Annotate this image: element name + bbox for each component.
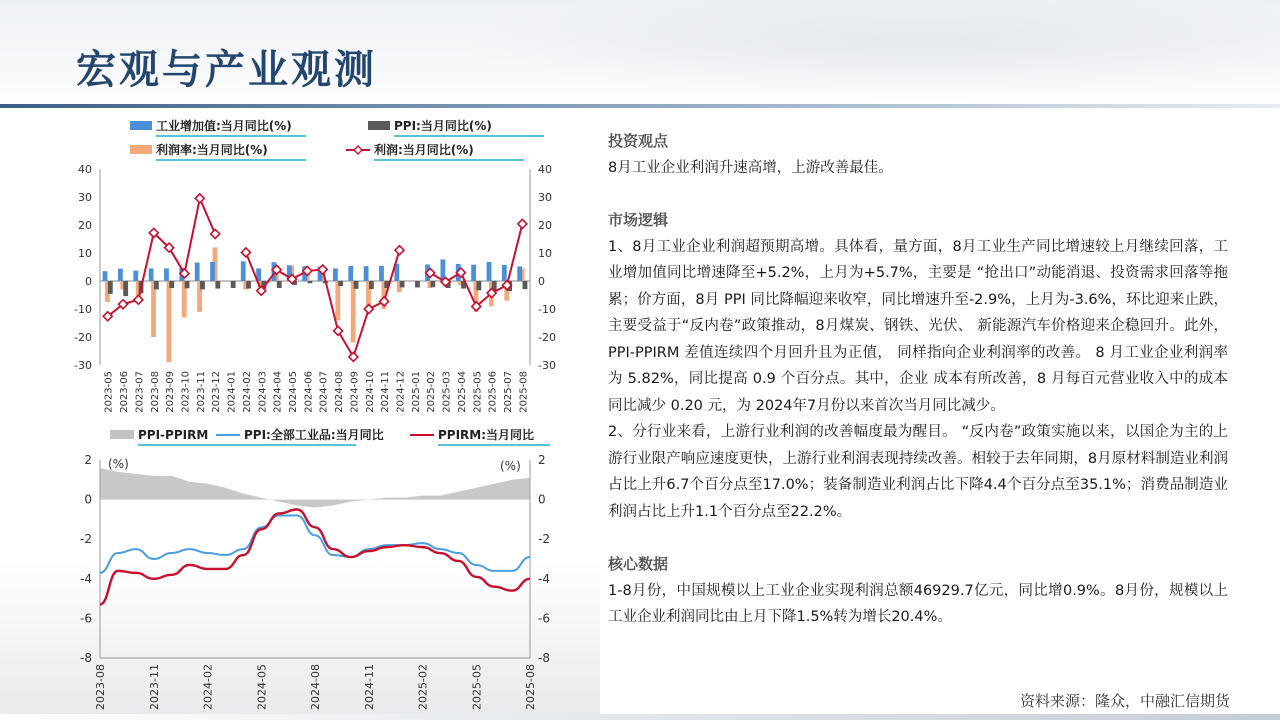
section-gap: [608, 181, 1228, 207]
chart2-x-tick-label: 2025-02: [416, 664, 430, 710]
profit-marker: [518, 219, 527, 228]
chart2-right-tick-label: -6: [538, 611, 550, 626]
legend-label: PPI:全部工业品:当月同比: [244, 428, 384, 442]
ppi-bar: [154, 281, 159, 289]
section-heading: 投资观点: [608, 132, 669, 150]
profit-marker: [349, 352, 358, 361]
iva-bar: [364, 266, 369, 281]
legend-label: PPIRM:当月同比: [438, 428, 535, 442]
iva-bar: [517, 266, 522, 281]
ppi-bar: [200, 281, 205, 289]
chart2-x-tick-label: 2023-11: [147, 664, 161, 710]
chart1-category-label: 2024-07: [318, 371, 330, 413]
margin-bar: [351, 281, 356, 343]
chart2-left-tick-label: -8: [80, 651, 92, 665]
legend-swatch: [130, 121, 152, 130]
chart1-category-label: 2025-05: [472, 371, 484, 413]
chart1-left-tick-label: -20: [74, 331, 92, 344]
chart1-right-tick-label: -30: [538, 359, 556, 372]
chart1-category-label: 2024-09: [349, 371, 361, 413]
ppi-bar: [338, 281, 343, 286]
chart2-left-tick-label: -6: [80, 611, 92, 626]
ppi-bar: [415, 281, 420, 287]
chart1-category-label: 2023-07: [134, 371, 146, 413]
chart1-category-label: 2025-04: [456, 371, 468, 413]
chart1-category-label: 2024-06: [303, 371, 315, 413]
section-gap: [608, 525, 1228, 551]
iva-bar: [149, 268, 154, 281]
chart1-category-label: 2024-01: [226, 371, 238, 413]
chart2-x-tick-label: 2024-02: [201, 664, 215, 710]
chart1-category-label: 2023-12: [211, 371, 223, 413]
chart1-right-tick-label: 30: [538, 191, 552, 204]
chart1-category-label: 2023-08: [149, 371, 161, 413]
chart1-left-tick-label: -10: [74, 303, 92, 316]
iva-bar: [333, 268, 338, 281]
ppi-bar: [231, 281, 236, 288]
profit-marker: [211, 229, 220, 238]
legend-label: PPI-PPIRM: [138, 428, 209, 442]
legend-label: PPI:当月同比(%): [394, 119, 492, 133]
section-paragraph: 1、8月工业企业利润超预期高增。具体看，量方面，8月工业生产同比增速较上月继续回落，工业增加值同比增速降至+5.2%，上月为+5.7%，主要是 “抢出口”动能消退、投资需求回落等拖累；价方面，8月 PPI 同比降幅迎来收窄，同比增速升至-2.9%，上月为-3.6%，环比迎来止跌，主要受益于“反内卷”政策推动，8月煤炭、钢铁、光伏、 新能源汽车价格迎来企稳回升。此外，PPI-PPIRM 差值连续四个月回升且为正值， 同样指向企业利润率的改善。 8 月工业企业利润率为 5.82%，同比提高 0.9 个百分点。其中，企业 成本有所改善，8 月每百元营业收入中的成本同比减少 0.20 元，为 2024年7月份以来首次当月同比减少。: [608, 238, 1228, 414]
chart2-x-tick-label: 2024-11: [362, 664, 376, 710]
chart1-category-label: 2025-08: [518, 371, 530, 413]
ppi-bar: [476, 281, 481, 290]
iva-bar: [348, 266, 353, 281]
chart2-left-tick-label: -4: [80, 571, 92, 586]
chart2-x-tick-label: 2023-08: [94, 664, 107, 710]
chart1-category-label: 2024-03: [257, 371, 269, 413]
chart1-category-label: 2025-03: [441, 371, 453, 413]
ppi-bar: [308, 281, 313, 283]
chart2-left-tick-label: 0: [84, 492, 92, 507]
legend-label: 利润率:当月同比(%): [156, 143, 268, 157]
chart2-right-tick-label: 0: [538, 492, 546, 507]
legend-swatch-marker: [354, 146, 362, 154]
iva-bar: [502, 265, 507, 281]
chart1-right-tick-label: 0: [538, 275, 545, 288]
legend-label: 工业增加值:当月同比(%): [156, 119, 292, 133]
chart1-category-label: 2025-02: [426, 371, 438, 413]
chart2-left-unit: (%): [108, 457, 129, 471]
chart2-x-tick-label: 2025-05: [470, 664, 484, 710]
chart1-category-label: 2023-05: [103, 371, 115, 413]
section-paragraph: 2、分行业来看，上游行业利润的改善幅度最为醒目。 “反内卷”政策实施以来，以国企为主的上游行业限产响应速度更快，上游行业利润表现持续改善。相较于去年同期，8月原材料制造业利润占比上升6.7个百分点至17.0%；装备制造业利润占比下降4.4个百分点至35.1%；消费品制造业利润占比上升1.1个百分点至22.2%。: [608, 424, 1228, 520]
chart2-right-tick-label: -2: [538, 532, 550, 547]
chart1-left-tick-label: 30: [78, 191, 92, 204]
page-title: 宏观与产业观测: [76, 47, 377, 93]
ppi-bar: [430, 281, 435, 287]
section-heading: 市场逻辑: [608, 211, 669, 229]
ppi-bar: [400, 281, 405, 287]
section-paragraph: 8月工业企业利润升速高增，上游改善最佳。: [608, 159, 893, 176]
chart1-category-label: 2025-06: [487, 371, 499, 413]
iva-bar: [164, 268, 169, 281]
iva-bar: [241, 261, 246, 281]
chart1-category-label: 2023-10: [180, 371, 192, 413]
chart1-category-label: 2024-12: [395, 371, 407, 413]
chart1-category-label: 2024-11: [380, 371, 392, 413]
chart1-right-tick-label: 10: [538, 247, 552, 260]
ppi-bar: [523, 281, 528, 289]
iva-bar: [379, 266, 384, 281]
profit-marker: [241, 248, 250, 257]
chart1-right-tick-label: -20: [538, 331, 556, 344]
charts-panel: [0, 112, 600, 712]
ppi-bar: [354, 281, 359, 289]
iva-bar: [487, 262, 492, 281]
margin-bar: [335, 281, 340, 320]
ppi-bar: [123, 281, 128, 296]
chart1-right-tick-label: 20: [538, 219, 552, 232]
iva-bar: [471, 265, 476, 281]
chart1-right-tick-label: 40: [538, 163, 552, 176]
chart1-category-label: 2025-07: [502, 371, 514, 413]
footer-divider: [0, 714, 1280, 720]
ppi-bar: [246, 281, 251, 289]
analysis-panel: [608, 128, 1228, 631]
chart1-left-tick-label: 20: [78, 219, 92, 232]
chart1-category-label: 2023-11: [195, 371, 207, 413]
profit-marker: [380, 297, 389, 306]
chart2-x-tick-label: 2024-05: [255, 664, 269, 710]
chart1-left-tick-label: -30: [74, 359, 92, 372]
chart2-right-tick-label: -8: [538, 651, 550, 665]
legend-swatch: [110, 430, 134, 439]
chart1-right-tick-label: -10: [538, 303, 556, 316]
iva-bar: [103, 271, 108, 281]
chart2-left-tick-label: 2: [84, 453, 92, 467]
ppi-bar: [277, 281, 282, 288]
chart1-category-label: 2024-05: [287, 371, 299, 413]
chart1-category-label: 2025-01: [410, 371, 422, 413]
chart1-left-tick-label: 0: [85, 275, 92, 288]
chart1-category-label: 2023-09: [165, 371, 177, 413]
chart1-left-tick-label: 40: [78, 163, 92, 176]
source-note: 资料来源：隆众，中融汇信期货: [1019, 692, 1230, 710]
iva-bar: [118, 269, 123, 281]
ppi-bar: [169, 281, 174, 288]
chart1-left-tick-label: 10: [78, 247, 92, 260]
ppi-bar: [108, 281, 113, 294]
chart1-category-label: 2024-02: [241, 371, 253, 413]
chart2-right-unit: (%): [500, 459, 521, 473]
legend-swatch: [130, 145, 152, 154]
chart2-left-tick-label: -2: [80, 532, 92, 547]
world-map-decoration: [380, 0, 1280, 108]
margin-bar: [166, 281, 171, 362]
chart2-right-tick-label: -4: [538, 571, 550, 586]
chart2-x-tick-label: 2024-08: [309, 664, 322, 710]
chart1-category-label: 2024-04: [272, 371, 284, 413]
profit-marker: [395, 246, 404, 255]
legend-swatch: [368, 121, 390, 130]
ppi-bar: [369, 281, 374, 289]
chart1-category-label: 2024-08: [334, 371, 346, 413]
iva-bar: [210, 262, 215, 281]
iva-bar: [195, 263, 200, 281]
profit-marker: [195, 194, 204, 203]
chart2-right-tick-label: 2: [538, 453, 546, 467]
spread-area: [100, 468, 530, 508]
profit-marker: [334, 326, 343, 335]
chart1-category-label: 2024-10: [364, 371, 376, 413]
chart2-x-tick-label: 2025-08: [524, 664, 537, 710]
iva-bar: [133, 271, 138, 281]
ppi-bar: [185, 281, 190, 288]
profit-marker: [364, 305, 373, 314]
profit-marker: [134, 295, 143, 304]
chart1-category-label: 2023-06: [119, 371, 131, 413]
legend-label: 利润:当月同比(%): [374, 143, 474, 157]
section-paragraph: 1-8月份，中国规模以上工业企业实现利润总额46929.7亿元，同比增0.9%。8月份，规模以上工业企业利润同比由上月下降1.5%转为增长20.4%。: [608, 582, 1228, 625]
header-divider: [0, 104, 1280, 108]
ppi-bar: [215, 281, 220, 289]
section-heading: 核心数据: [608, 555, 669, 573]
